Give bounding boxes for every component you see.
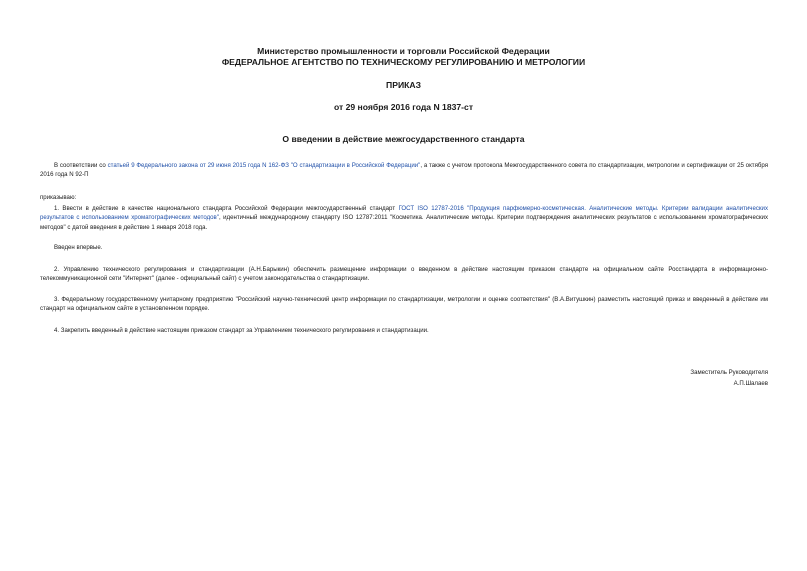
intro-suffix: , а также с учетом протокола Межгосударственного совета по стандартизации, метрологии и сертификации от 25 октября 2016 года N 92-П [40,162,768,179]
ministry-name: Министерство промышленности и торговли Российской Федерации [257,46,550,56]
order-item-2: 2. Управлению технического регулирования и стандартизации (А.Н.Барыкин) обеспечить размещение информации о введенном в действие настоящим приказом стандарте на официальном сайте Росстандарта в информационно-телекоммуникационной сети "Интернет" (далее - официальный сайт) с учетом законодательства о стандартизации. [40,266,768,283]
first-time-note: Введен впервые. [54,244,103,251]
agency-name: ФЕДЕРАЛЬНОЕ АГЕНТСТВО ПО ТЕХНИЧЕСКОМУ РЕГУЛИРОВАНИЮ И МЕТРОЛОГИИ [221,57,586,67]
item1-prefix: 1. Ввести в действие в качестве национального стандарта Российской Федерации межгосударственный стандарт [54,205,399,212]
signatory-position: Заместитель Руководителя [690,369,768,376]
item1-suffix: , идентичный международному стандарту ISO 12787:2011 "Косметика. Аналитические методы. Критерии подтверждения аналитических результатов с использованием хроматографических методов" с датой введения в действие 1 января 2018 года. [40,214,769,231]
order-item-3: 3. Федеральному государственному унитарному предприятию "Российский научно-технический центр информации по стандартизации, метрологии и оценке соответствия" (В.А.Витушкин) разместить настоящий приказ и введенный в действие им стандарт на официальном сайте в установленном порядке. [40,296,768,313]
intro-paragraph [40,161,768,180]
federal-law-link[interactable]: статьей 9 Федерального закона от 29 июня 2015 года N 162-ФЗ "О стандартизации в Российской Федерации" [107,162,421,169]
order-item-4: 4. Закрепить введенный в действие настоящим приказом стандарт за Управлением технического регулирования и стандартизации. [54,327,429,334]
document-subject: О введении в действие межгосударственного стандарта [282,134,525,144]
signatory-name: А.П.Шалаев [733,380,768,387]
intro-prefix: В соответствии со [54,162,108,169]
order-item-1 [40,204,768,232]
order-word: приказываю: [40,194,77,201]
document-type: ПРИКАЗ [386,80,421,90]
gost-standard-link[interactable]: ГОСТ ISO 12787-2016 "Продукция парфюмерно-косметическая. Аналитические методы. Критерии валидации аналитических результатов с использованием хроматографических методов" [40,205,769,222]
document-date-number: от 29 ноября 2016 года N 1837-ст [333,102,474,112]
